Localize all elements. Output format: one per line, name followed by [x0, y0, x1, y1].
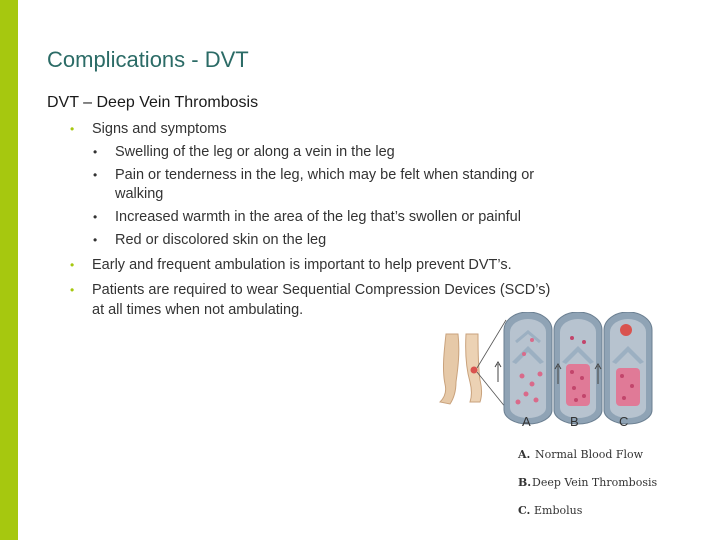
thrombus	[566, 364, 590, 406]
embolus	[620, 324, 632, 336]
sub-bullet-marker: •	[93, 168, 98, 182]
legend-key-c: C.	[518, 504, 531, 517]
legs-image	[440, 334, 482, 404]
sub-bullet-pain-line1: Pain or tenderness in the leg, which may be felt when standing or	[115, 167, 535, 183]
figure-letter-a: A	[522, 414, 531, 429]
legend-key-b: B.	[518, 476, 532, 489]
sub-bullet-pain-line2: walking	[115, 186, 164, 202]
bullet-marker: •	[70, 283, 75, 297]
figure-letter-b: B	[570, 414, 579, 429]
bullet-marker: •	[70, 122, 75, 136]
vein-a	[504, 312, 552, 424]
accent-bar	[0, 0, 18, 540]
sub-bullet-warmth: Increased warmth in the area of the leg that’s swollen or painful	[115, 209, 521, 225]
sub-bullet-marker: •	[93, 145, 98, 159]
sub-bullet-swelling: Swelling of the leg or along a vein in the leg	[115, 144, 395, 160]
slide-title: Complications - DVT	[47, 47, 249, 72]
sub-bullet-marker: •	[93, 233, 98, 247]
bullet-scd-line1: Patients are required to wear Sequential Compression Devices (SCD’s)	[92, 282, 551, 298]
vein-c	[604, 312, 652, 424]
legend-text-b: Deep Vein Thrombosis	[532, 476, 658, 489]
figure-letter-c: C	[619, 414, 629, 429]
vein-b	[554, 312, 602, 424]
legend-text-a: Normal Blood Flow	[535, 448, 644, 461]
sub-bullet-marker: •	[93, 210, 98, 224]
slide-subtitle: DVT – Deep Vein Thrombosis	[47, 94, 259, 111]
sub-bullet-red-skin: Red or discolored skin on the leg	[115, 232, 327, 248]
clot-marker	[471, 367, 478, 374]
dvt-illustration-svg	[432, 312, 662, 536]
legend-text-c: Embolus	[534, 504, 583, 517]
bullet-marker: •	[70, 258, 75, 272]
bullet-signs: Signs and symptoms	[92, 121, 227, 137]
dvt-illustration	[432, 312, 662, 536]
legend-key-a: A.	[518, 448, 531, 461]
bullet-scd-line2: at all times when not ambulating.	[92, 302, 304, 318]
bullet-ambulation: Early and frequent ambulation is important to help prevent DVT’s.	[92, 257, 512, 273]
